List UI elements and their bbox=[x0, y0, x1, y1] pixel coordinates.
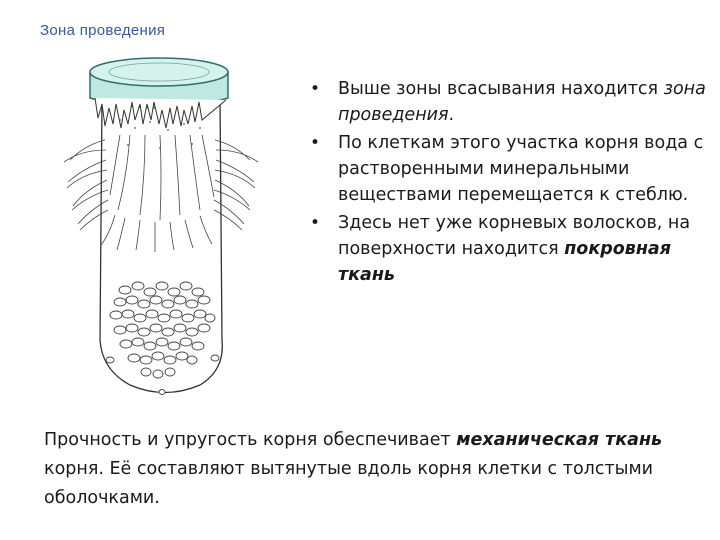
bullet-1-text-b: . bbox=[448, 105, 455, 125]
root-conduction-zone-illustration bbox=[50, 40, 280, 400]
bullet-item bbox=[308, 210, 708, 288]
bullet-1-text-a: Выше зоны всасывания находится bbox=[338, 79, 664, 99]
bullet-3-text: Здесь нет уже корневых волосков, на поверхности находится bbox=[338, 213, 691, 259]
bullet-list bbox=[308, 76, 708, 290]
bullet-item bbox=[308, 130, 708, 208]
root-hairs bbox=[64, 135, 258, 252]
bullet-dot: • bbox=[310, 213, 321, 233]
figure-title: Зона проведения bbox=[40, 22, 166, 39]
term-mechanical-tissue: механическая ткань bbox=[456, 430, 663, 450]
torn-epidermis bbox=[95, 98, 226, 128]
bullet-2-text: По клеткам этого участка корня вода с растворенными минеральными веществами перемещается к стеблю. bbox=[338, 133, 704, 205]
term-conduction-zone: зона проведения bbox=[338, 79, 706, 125]
paragraph-text-a: Прочность и упругость корня обеспечивает bbox=[44, 430, 457, 450]
bullet-dot: • bbox=[310, 133, 321, 153]
mechanical-tissue-paragraph bbox=[44, 426, 684, 513]
bullet-dot: • bbox=[310, 79, 321, 99]
paragraph-text-b: корня. Её составляют вытянутые вдоль корня клетки с толстыми оболочками. bbox=[44, 459, 654, 508]
root-cap-cells bbox=[106, 282, 219, 395]
surface-stippling bbox=[119, 119, 201, 149]
term-integumentary-tissue: покровная ткань bbox=[338, 239, 671, 285]
bullet-item bbox=[308, 76, 708, 128]
